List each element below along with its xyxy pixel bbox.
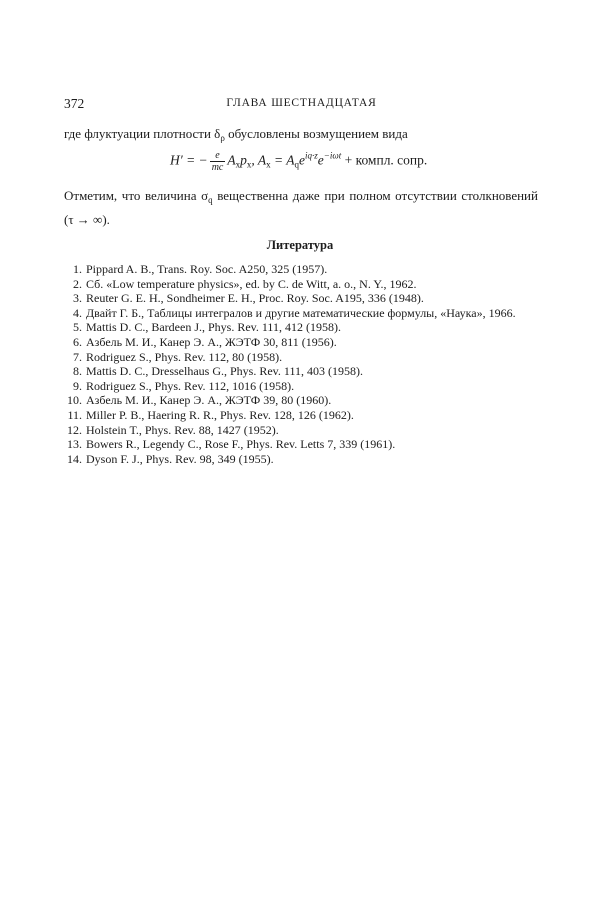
reference-item [64, 364, 544, 379]
formula-mid: , A [251, 152, 267, 168]
intro-subscript: ρ [220, 133, 225, 143]
reference-text: Miller P. B., Haering R. R., Phys. Rev. 128, 126 (1962). [86, 407, 354, 422]
intro-tail: обусловлены возмущением вида [224, 126, 408, 141]
reference-text: Азбель М. И., Канер Э. А., ЖЭТФ 39, 80 (1960). [86, 393, 332, 408]
formula-fraction [210, 150, 226, 173]
remark-paragraph [64, 186, 538, 229]
reference-number: 4. [73, 305, 82, 320]
formula-eq: = A [270, 152, 295, 168]
reference-number: 14. [67, 451, 82, 466]
formula-exp-base: e [299, 152, 305, 168]
perturbation-formula [170, 150, 427, 180]
references-list [64, 262, 544, 466]
reference-text: Reuter G. E. H., Sondheimer E. H., Proc. Roy. Soc. A195, 336 (1948). [86, 291, 424, 306]
reference-number: 11. [67, 407, 82, 422]
reference-text: Двайт Г. Б., Таблицы интегралов и другие математические формулы, «Наука», 1966. [86, 305, 516, 320]
reference-item [64, 452, 544, 467]
reference-text: Holstein T., Phys. Rev. 88, 1427 (1952). [86, 422, 279, 437]
reference-item [64, 335, 544, 350]
reference-number: 13. [67, 437, 82, 452]
reference-number: 10. [67, 393, 82, 408]
reference-item [64, 291, 544, 306]
reference-number: 12. [67, 422, 82, 437]
reference-item [64, 277, 544, 292]
reference-number: 5. [73, 320, 82, 335]
reference-number: 8. [73, 364, 82, 379]
reference-text: Азбель М. И., Канер Э. А., ЖЭТФ 30, 811 (1956). [86, 334, 337, 349]
reference-number: 2. [73, 276, 82, 291]
formula-eq-sub: q [294, 159, 299, 170]
reference-text: Rodriguez S., Phys. Rev. 112, 80 (1958). [86, 349, 283, 364]
formula-exp2: −iωt [323, 150, 342, 161]
reference-number: 3. [73, 291, 82, 306]
page-header [64, 96, 539, 112]
formula-exp-base2: e [317, 152, 324, 168]
formula-p: p [240, 152, 247, 168]
fraction-numerator: e [210, 150, 226, 162]
reference-item [64, 306, 544, 321]
reference-item [64, 423, 544, 438]
reference-text: Dyson F. J., Phys. Rev. 98, 349 (1955). [86, 451, 274, 466]
formula-mid-sub: x [266, 159, 271, 170]
reference-item [64, 350, 544, 365]
reference-number: 1. [73, 262, 82, 276]
reference-item [64, 320, 544, 335]
reference-item [64, 408, 544, 423]
reference-item [64, 262, 544, 277]
remark-text-a: Отметим, что величина σ [64, 188, 209, 203]
formula-a-sub: x [235, 159, 241, 170]
formula-p-sub: x [246, 159, 252, 170]
formula-exp1: iq·z [305, 150, 318, 161]
reference-number: 6. [73, 334, 82, 349]
reference-text: Pippard A. B., Trans. Roy. Soc. A250, 325 (1957). [86, 262, 328, 276]
reference-text: Rodriguez S., Phys. Rev. 112, 1016 (1958). [86, 378, 295, 393]
reference-number: 7. [73, 349, 82, 364]
references-title: Литература [266, 238, 334, 252]
reference-text: Mattis D. C., Bardeen J., Phys. Rev. 111, 412 (1958). [86, 320, 341, 335]
fraction-denominator: mc [211, 162, 224, 173]
running-head: ГЛАВА ШЕСТНАДЦАТАЯ [226, 97, 377, 109]
formula-tail: + компл. сопр. [341, 152, 428, 168]
formula-a: A [227, 152, 236, 168]
formula-lhs: H′ = − [170, 152, 208, 168]
reference-number: 9. [73, 378, 82, 393]
reference-item [64, 393, 544, 408]
reference-item [64, 437, 544, 452]
intro-paragraph [64, 124, 538, 148]
reference-item [64, 379, 544, 394]
reference-text: Mattis D. C., Dresselhaus G., Phys. Rev. 111, 403 (1958). [86, 364, 363, 379]
reference-text: Bowers R., Legendy C., Rose F., Phys. Rev. Letts 7, 339 (1961). [86, 437, 396, 452]
page-number: 372 [64, 96, 85, 111]
remark-subscript: q [208, 195, 213, 205]
remark-text-b: вещественна даже при полном отсутствии столкновений (τ → ∞). [64, 188, 538, 227]
intro-text: где флуктуации плотности δ [64, 126, 221, 141]
reference-text: Сб. «Low temperature physics», ed. by C. de Witt, a. o., N. Y., 1962. [86, 276, 417, 291]
